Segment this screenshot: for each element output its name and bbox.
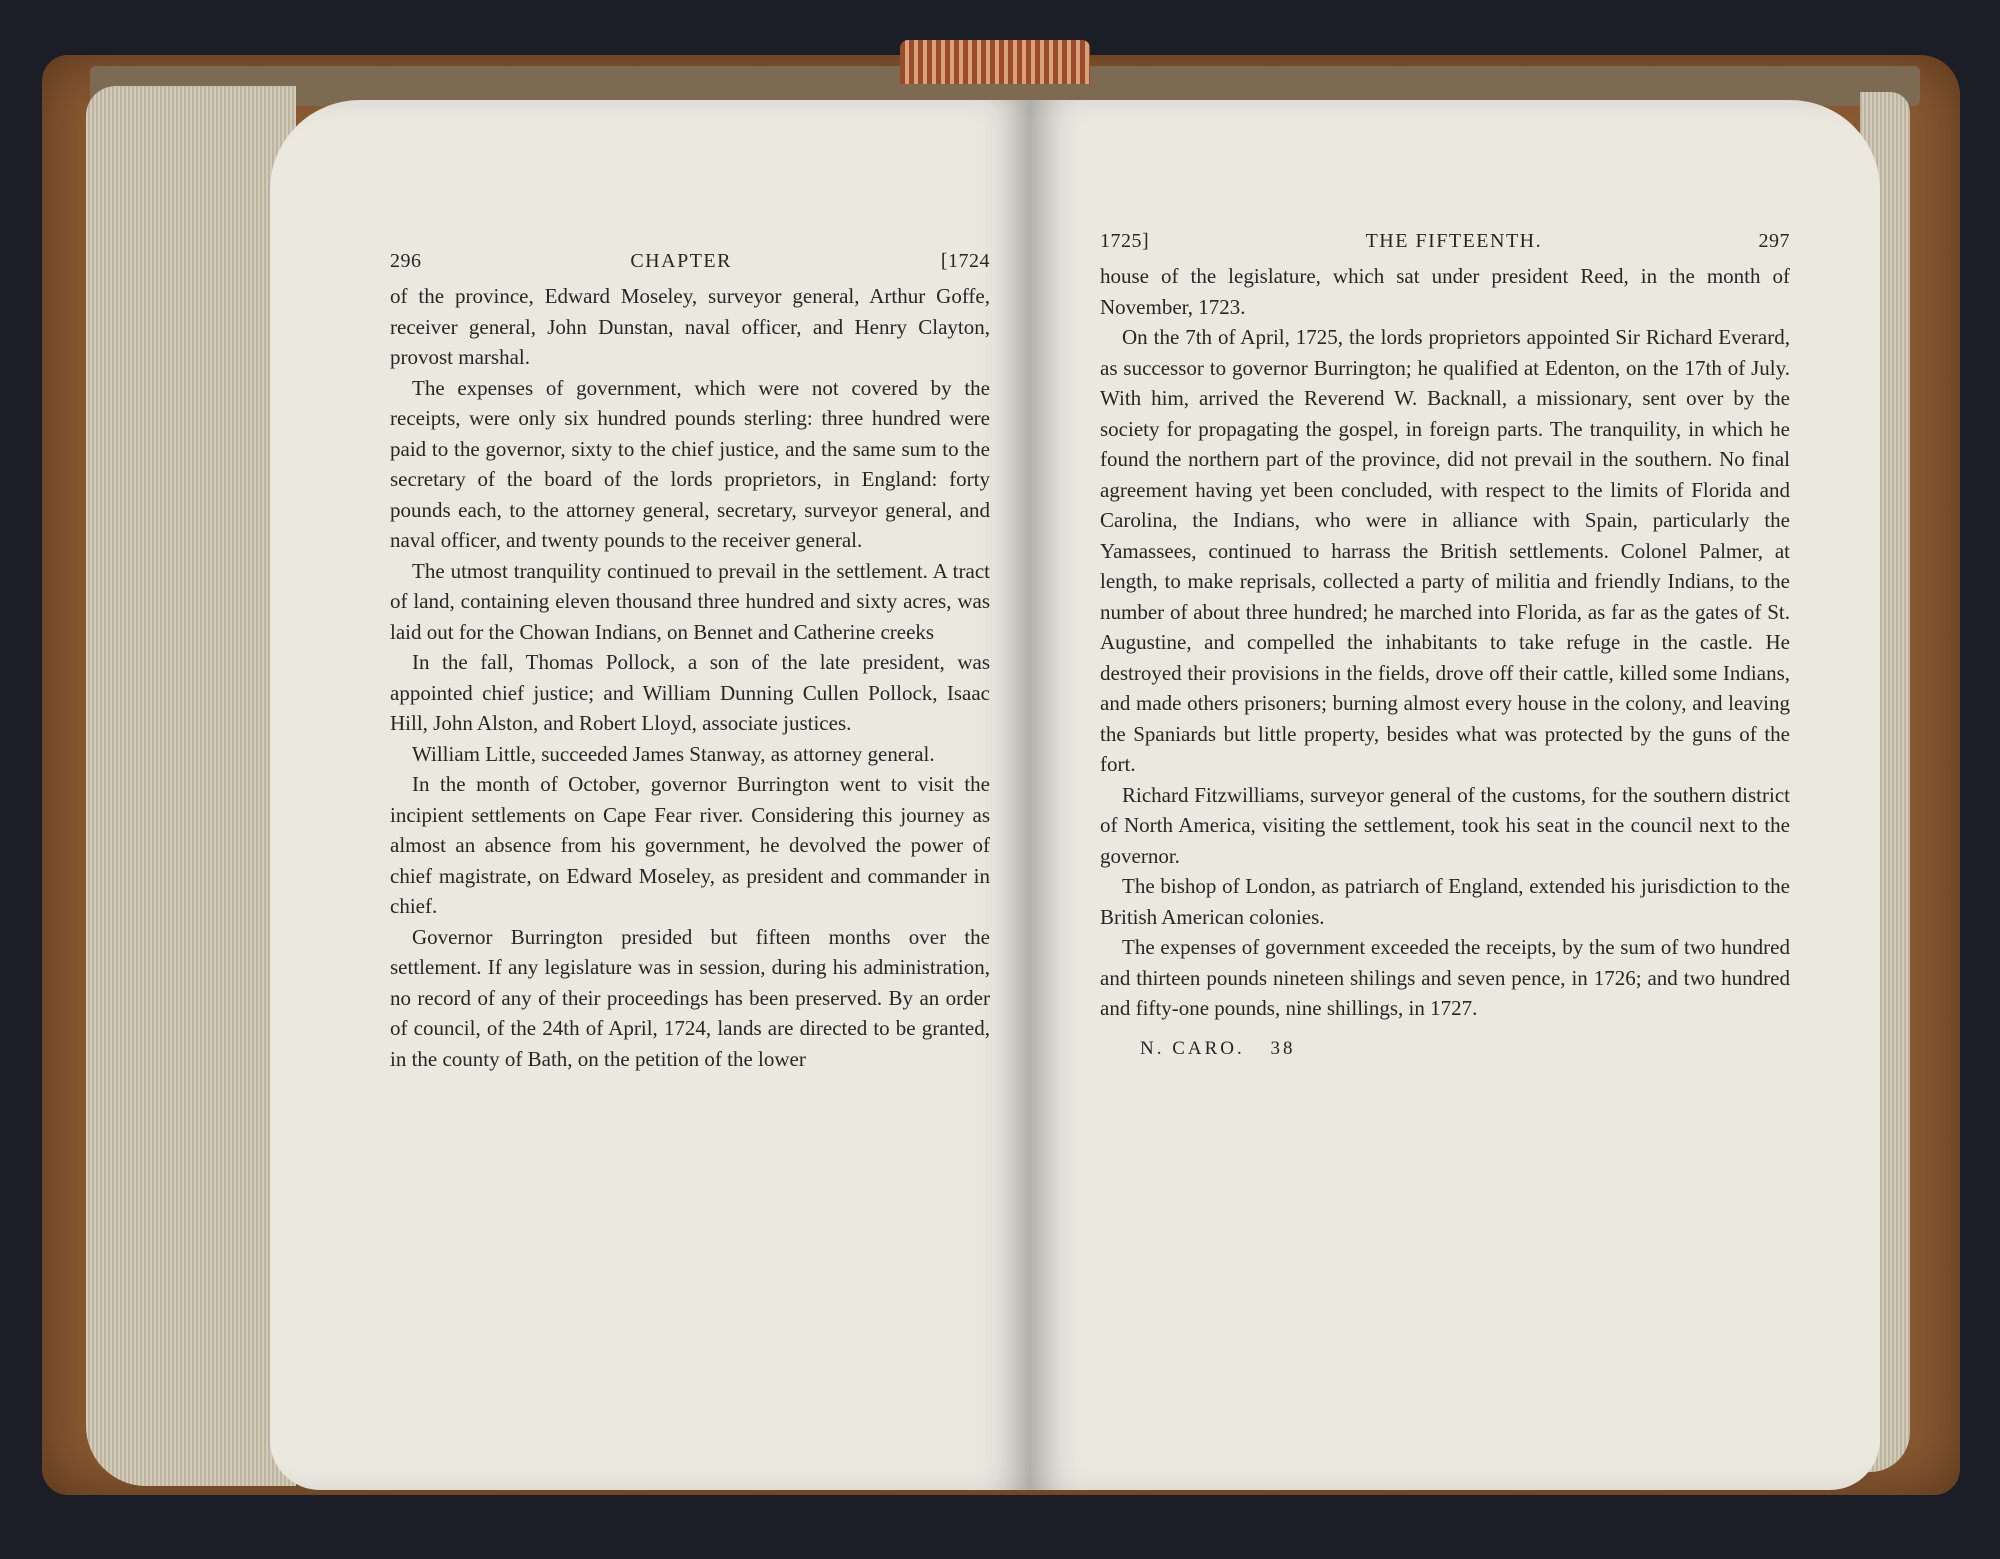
page-edges-left: [86, 86, 296, 1486]
left-running-head: [390, 250, 990, 273]
right-body-text: [1100, 261, 1790, 1024]
paragraph: The utmost tranquility continued to prevail in the settlement. A tract of land, containing eleven thousand three hundred and sixty acres, was laid out for the Chowan Indians, on Bennet and Catherine creeks: [390, 558, 990, 644]
right-page-number: 297: [1758, 230, 1790, 252]
signature-line: [1140, 1038, 1790, 1060]
paragraph: William Little, succeeded James Stanway, as attorney general.: [412, 741, 935, 766]
headband: [900, 40, 1090, 84]
paragraph: Governor Burrington presided but fifteen months over the settlement. If any legislature was in session, during his administration, no record of any of their proceedings has been preserved. By an order of council, of the 24th of April, 1724, lands are directed to be granted, in the county of Bath, on the petition of the lower: [390, 924, 990, 1071]
paragraph: On the 7th of April, 1725, the lords proprietors appointed Sir Richard Everard, as successor to governor Burrington; he qualified at Edenton, on the 17th of July. With him, arrived the Reverend W. Backnall, a missionary, sent over by the society for propagating the gospel, in foreign parts. The tranquility, in which he found the northern part of the province, did not prevail in the southern. No final agreement having yet been concluded, with respect to the limits of Florida and Carolina, the Indians, who were in alliance with Spain, particularly the Yamassees, continued to harrass the British settlements. Colonel Palmer, at length, to make reprisals, collected a party of militia and friendly Indians, to the number of about three hundred; he marched into Florida, as far as the gates of St. Augustine, and compelled the inhabitants to take refuge in the castle. He destroyed their provisions in the fields, drove off their cattle, killed some Indians, and made others prisoners; burning almost every house in the colony, and leaving the Spaniards but little property, besides what was protected by the guns of the fort.: [1100, 325, 1790, 776]
paragraph: The expenses of government exceeded the receipts, by the sum of two hundred and thirteen pounds nineteen shilings and seven pence, in 1726; and two hundred and fifty-one pounds, nine shillings, in 1727.: [1100, 935, 1790, 1020]
right-running-title: THE FIFTEENTH.: [1365, 230, 1543, 252]
paragraph: The bishop of London, as patriarch of England, extended his jurisdiction to the British American colonies.: [1100, 874, 1790, 929]
left-page: [270, 100, 1030, 1490]
paragraph: In the fall, Thomas Pollock, a son of the late president, was appointed chief justice; and William Dunning Cullen Pollock, Isaac Hill, John Alston, and Robert Lloyd, associate justices.: [390, 650, 990, 735]
signature-mark: N. CARO.: [1140, 1037, 1245, 1059]
left-body-text: [390, 281, 990, 1074]
right-running-head: [1100, 230, 1790, 253]
right-year-mark: 1725]: [1100, 230, 1150, 252]
signature-number: 38: [1270, 1037, 1296, 1059]
paragraph: Richard Fitzwilliams, surveyor general of the customs, for the southern district of North America, visiting the settlement, took his seat in the council next to the governor.: [1100, 782, 1790, 868]
paragraph: The expenses of government, which were not covered by the receipts, were only six hundred pounds sterling: three hundred were paid to the governor, sixty to the chief justice, and the same sum to the secretary of the board of the lords proprietors, in England: forty pounds each, to the attorney general, secretary, surveyor general, and naval officer, and twenty pounds to the receiver general.: [390, 375, 990, 552]
left-running-title: CHAPTER: [630, 250, 732, 272]
left-page-number: 296: [390, 250, 422, 272]
paragraph: house of the legislature, which sat under president Reed, in the month of November, 1723.: [1100, 264, 1790, 319]
right-page: [1030, 100, 1880, 1490]
paragraph: In the month of October, governor Burrington went to visit the incipient settlements on Cape Fear river. Considering this journey as almost an absence from his government, he devolved the power of chief magistrate, on Edward Moseley, as president and commander in chief.: [390, 772, 990, 918]
paragraph: of the province, Edward Moseley, surveyor general, Arthur Goffe, receiver general, John Dunstan, naval officer, and Henry Clayton, provost marshal.: [390, 284, 990, 369]
left-year-mark: [1724: [940, 250, 990, 272]
